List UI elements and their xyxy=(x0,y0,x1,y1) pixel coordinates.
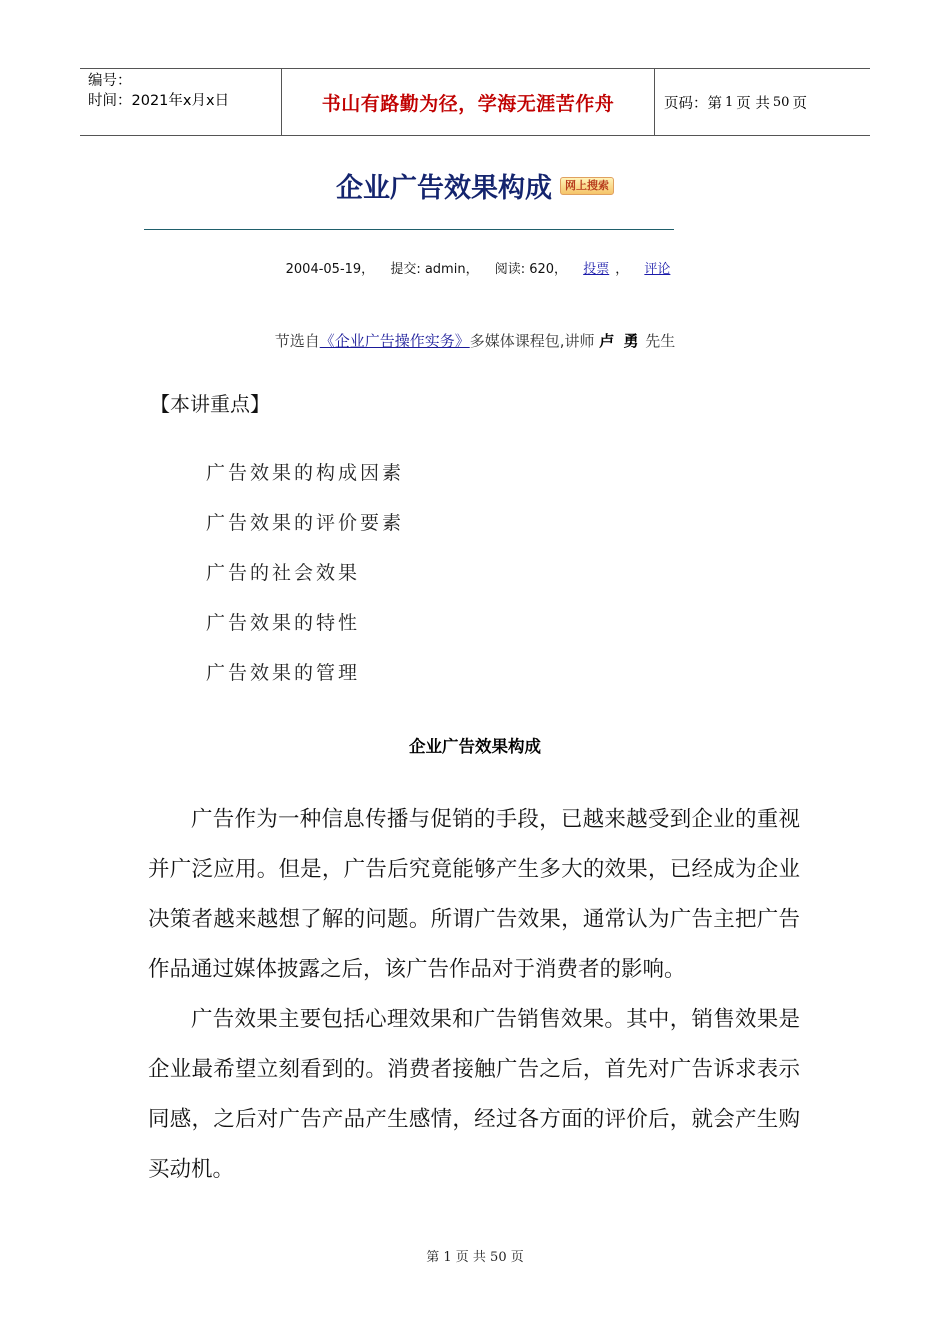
section-title: 企业广告效果构成 xyxy=(409,737,541,756)
article-meta xyxy=(0,258,950,277)
page-current: 1 xyxy=(725,94,734,110)
focus-heading: 【本讲重点】 xyxy=(150,392,270,416)
vote-link[interactable]: 投票 xyxy=(583,262,610,277)
focus-item: 广告的社会效果 xyxy=(206,562,361,584)
title-divider xyxy=(144,229,674,230)
page-suffix: 页 xyxy=(792,95,807,112)
meta-submitter: 提交: admin， xyxy=(390,262,479,277)
focus-item: 广告效果的评价要素 xyxy=(206,512,405,534)
page-mid: 页 共 xyxy=(736,95,770,112)
motto-cell xyxy=(281,69,655,135)
source-middle: 多媒体课程包,讲师 xyxy=(469,332,595,350)
focus-item: 广告效果的特性 xyxy=(206,612,361,634)
number-label: 编号： xyxy=(88,73,132,89)
lecturer-name: 卢 勇 xyxy=(599,332,641,350)
comment-link[interactable]: 评论 xyxy=(644,262,671,277)
book-link[interactable]: 《企业广告操作实务》 xyxy=(319,332,470,350)
source-line xyxy=(0,330,950,351)
page-prefix: 页码：第 xyxy=(664,95,722,112)
header-info-cell xyxy=(80,69,281,135)
body-paragraph: 广告效果主要包括心理效果和广告销售效果。其中，销售效果是企业最希望立刻看到的。消费者接触广告之后，首先对广告诉求表示同感，之后对广告产品产生感情，经过各方面的评价后，就会产生购买动机。 xyxy=(148,1007,800,1182)
body-paragraph: 广告作为一种信息传播与促销的手段，已越来越受到企业的重视并广泛应用。但是，广告后究竟能够产生多大的效果，已经成为企业决策者越来越想了解的问题。所谓广告效果，通常认为广告主把广告作品通过媒体披露之后，该广告作品对于消费者的影响。 xyxy=(148,807,800,982)
focus-item: 广告效果的构成因素 xyxy=(206,462,405,484)
source-suffix: 先生 xyxy=(645,332,676,350)
motto-text: 书山有路勤为径，学海无涯苦作舟 xyxy=(321,92,615,115)
meta-date: 2004-05-19， xyxy=(285,262,375,277)
page-count-cell xyxy=(655,69,870,135)
meta-reads: 阅读: 620， xyxy=(494,262,568,277)
meta-separator: ， xyxy=(615,262,629,277)
page-title: 企业广告效果构成 xyxy=(336,173,552,204)
focus-item: 广告效果的管理 xyxy=(206,662,361,684)
title-block xyxy=(0,166,950,205)
page-footer: 第 1 页 共 50 页 xyxy=(426,1250,524,1265)
source-prefix: 节选自 xyxy=(274,332,320,350)
focus-list xyxy=(206,458,404,708)
article-body xyxy=(148,795,800,1195)
page-total: 50 xyxy=(772,94,790,110)
document-header xyxy=(80,68,870,136)
time-label: 时间：2021年x月x日 xyxy=(88,93,230,109)
web-search-badge[interactable]: 网上搜索 xyxy=(560,177,614,195)
